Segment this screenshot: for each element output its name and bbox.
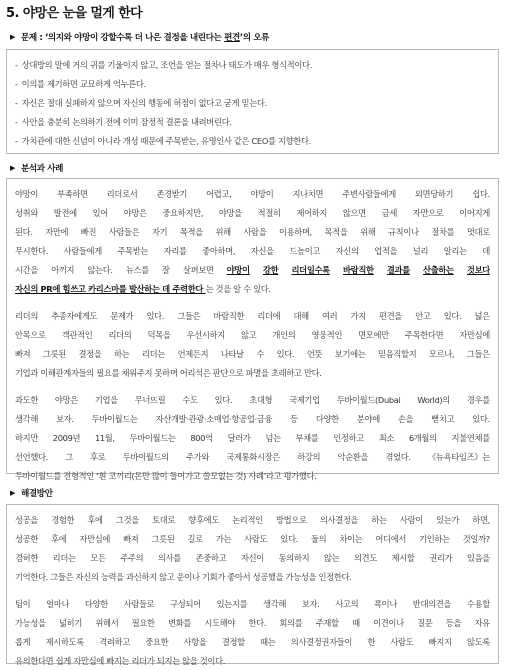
analysis-text-line: 무시한다. 사람들에게 주목받는 자리를 좋아하며, 자신을 드높이고 자신의 업적을 널리 알리는 데 (15, 246, 490, 256)
solution-paragraph (15, 595, 490, 671)
solution-text-line: 기억한다. 그들은 자신의 능력을 과신하지 않고 운이나 기회가 좋아서 성공했을 가능성을 인정한다. (15, 572, 352, 582)
analysis-text-line: 리더의 추종자에게도 문제가 있다. 그들은 바람직한 리더에 대해 여러 가지 편견을 안고 있다. 넓은 (15, 311, 490, 321)
analysis-text-line: 안목으로 객관적인 리더의 덕목을 우선시하지 않고 개인의 영웅적인 면모에만 주목한다면 자만심에 (15, 330, 490, 340)
problem-bullet-item (15, 113, 490, 132)
analysis-heading-text: 분석과 사례 (20, 164, 64, 174)
analysis-text-line: 과도한 야망은 기업을 무너뜨릴 수도 있다. 초대형 국제기업 두바이월드(Dubai World)의 경우를 (15, 395, 490, 405)
analysis-text-line: 선언했다. 그 후로 두바이월드의 주가와 국제통화시장은 하강의 악순환을 겪었다. 《뉴욕타임즈》는 (15, 452, 490, 462)
problem-heading-highlight: 편견 (224, 33, 240, 43)
triangle-bullet-icon: ▶ (10, 164, 15, 172)
dash-bullet-icon: - (15, 136, 18, 146)
solution-text-line: 유의한다면 쉽게 자만심에 빠지는 리더가 되지는 않을 것이다. (15, 656, 226, 666)
solution-text-line: 팀이 얼마나 다양한 사람들로 구성되어 있는지를 생각해 보자. 사고의 폭이나 반대의견을 수용할 (15, 599, 490, 609)
triangle-bullet-icon: ▶ (10, 489, 15, 497)
problem-bullet-item (15, 94, 490, 113)
solution-text-line: 성공한 후에 자만심에 빠져 그릇된 길로 가는 사람도 있다. 둘의 차이는 어디에서 기인하는 것일까? (15, 534, 490, 544)
analysis-text-line: 된다. 자만에 빠진 사람들은 자기 목적을 위해 사람을 이용하며, 목적을 위해 규칙이나 절차를 멋대로 (15, 227, 490, 237)
problem-heading-suffix: ’의 오류 (239, 33, 270, 43)
problem-bullet-text: 자신은 절대 실패하지 않으며 자신의 행동에 허점이 없다고 굳게 믿는다. (21, 98, 267, 108)
solution-text-line: 가능성을 넓히기 위해서 필요한 변화를 시도해야 한다. 회의를 주재할 때 이견이나 질문 등을 자유 (15, 618, 490, 628)
analysis-text-line: 빠져 그릇된 결정을 하는 리더는 언제든지 나타날 수 있다. 언뜻 보기에는 믿음직할지 모르나, 그들은 (15, 349, 490, 359)
solution-text-line: 겸허한 리더는 모든 주주의 의사를 존중하고 자신이 동의하지 않는 의견도 제시할 권리가 있음을 (15, 553, 490, 563)
analysis-paragraph (15, 307, 490, 383)
page-title: 5. 야망은 눈을 멀게 한다 (6, 6, 143, 21)
problem-bullet-item (15, 132, 490, 151)
analysis-text-line: 기업과 이해관계자들의 필요를 채워주지 못하며 어리석은 판단으로 파멸을 초래하고 만다. (15, 368, 322, 378)
triangle-bullet-icon: ▶ (10, 33, 15, 41)
problem-bullet-text: 상대방의 말에 거의 귀를 기울이지 않고, 조언을 얻는 절차나 태도가 매우 형식적이다. (21, 60, 312, 70)
analysis-text-line: 두바이월드를 전형적인 ‘흰 코끼리(돈만 많이 들어가고 쓸모없는 것) 사례’라고 평가했다. (15, 471, 317, 481)
solution-text-line: 성공을 경험한 후에 그것을 토대로 향후에도 논리적인 방법으로 의사결정을 하는 사람이 있는가 하면, (15, 515, 490, 525)
problem-bullet-item (15, 75, 490, 94)
dash-bullet-icon: - (15, 98, 18, 108)
solution-heading (10, 487, 53, 499)
solution-heading-text: 해결방안 (20, 489, 53, 499)
analysis-paragraph (15, 391, 490, 486)
problem-bullet-item (15, 56, 490, 75)
problem-bullet-text: 사안을 충분히 논의하기 전에 이미 잠정적 결론을 내려버린다. (21, 117, 232, 127)
analysis-text-line: 야망이 부족하면 리더로서 존경받기 어렵고, 야망이 지나치면 주변사람들에게 외면당하기 쉽다. (15, 189, 490, 199)
dash-bullet-icon: - (15, 117, 18, 127)
solution-paragraph (15, 511, 490, 587)
analysis-paragraph (15, 185, 490, 299)
analysis-heading (10, 162, 63, 174)
dash-bullet-icon: - (15, 60, 18, 70)
analysis-text-line: 시간을 아끼지 않는다. 뉴스를 잘 살펴보면 야망이 강한 리더일수록 바람직한 결과를 산출하는 것보다 (15, 265, 490, 275)
solution-text-line: 롭게 제시하도록 격려하고 중요한 사항을 결정할 때는 의사결정권자들이 한 사람도 빠지지 않도록 (15, 637, 490, 647)
problem-heading-text: 문제 : ‘의지와 야망이 강할수록 더 나은 결정을 내린다는 (20, 33, 225, 43)
analysis-box (6, 178, 499, 481)
problem-bullet-text: 이의를 제기하면 교묘하게 억누른다. (21, 79, 146, 89)
problem-bullet-text: 가치관에 대한 신념이 아니라 개성 때문에 주목받는, 유명인사 같은 CEO를 지향한다. (21, 136, 311, 146)
analysis-text-line: 자신의 PR에 힘쓰고 카리스마를 발산하는 데 주력한다 는 것을 알 수 있다. (15, 284, 271, 294)
solution-box (6, 504, 499, 664)
analysis-text-line: 하지만 2009년 11월, 두바이월드는 800억 달러가 넘는 부채를 인정하고 최소 6개월의 지불연체를 (15, 433, 490, 443)
problem-heading (10, 31, 269, 43)
problem-box (6, 49, 499, 154)
analysis-text-line: 생각해 보자. 두바이월드는 자산개발·관광·소매업·항공업·금융 등 다양한 분야에 손을 뻗치고 있다. (15, 414, 490, 424)
dash-bullet-icon: - (15, 79, 18, 89)
analysis-text-line: 성취와 발전에 있어 야망은 중요하지만, 야망을 적절히 제어하지 않으면 금세 자만으로 이어지게 (15, 208, 490, 218)
